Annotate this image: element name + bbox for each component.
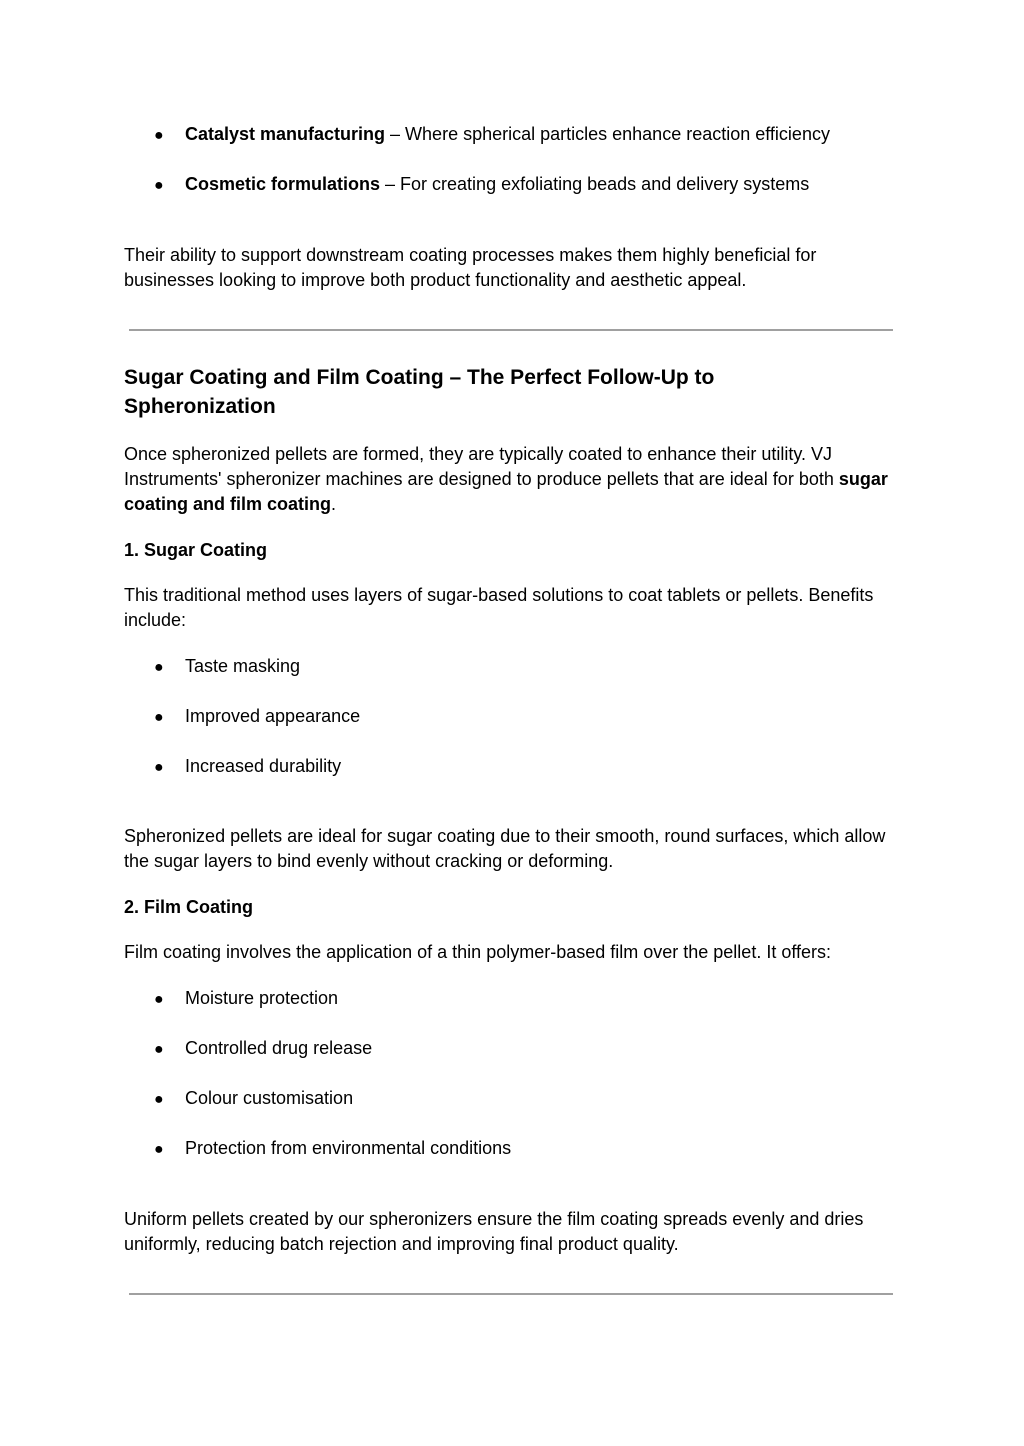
list-item-text: – Where spherical particles enhance reaction efficiency [385, 124, 830, 144]
list-item-text: Moisture protection [185, 988, 339, 1008]
section-heading [124, 363, 894, 421]
bullet-dot: ● [154, 1141, 164, 1158]
bullet-dot: ● [154, 659, 164, 676]
list-item-text: – For creating exfoliating beads and delivery systems [380, 174, 810, 194]
bullet-dot: ● [154, 709, 164, 726]
bullet-dot: ● [154, 759, 164, 776]
intro-paragraph: Their ability to support downstream coating processes makes them highly beneficial for businesses looking to improve both product functionality and aesthetic appeal. [124, 245, 817, 290]
sugar-coating-closing: Spheronized pellets are ideal for sugar coating due to their smooth, round surfaces, which allow the sugar layers to bind evenly without cracking or deforming. [124, 826, 886, 871]
section-paragraph-text: Once spheronized pellets are formed, they are typically coated to enhance their utility. VJ Instruments' spheronizer machines are designed to produce pellets that are ideal for both [124, 444, 839, 489]
list-item-text: Increased durability [185, 756, 342, 776]
divider [129, 329, 893, 331]
section-paragraph-bold: sugar coating and film coating [124, 469, 888, 514]
list-item-text: Colour customisation [185, 1088, 354, 1108]
list-item [154, 1036, 372, 1062]
section-paragraph-end: . [331, 494, 337, 514]
bullet-dot: ● [154, 177, 164, 194]
section-heading-line1: Sugar Coating and Film Coating – The Perfect Follow-Up to [124, 366, 715, 389]
list-item [154, 986, 338, 1012]
sugar-coating-intro: This traditional method uses layers of sugar-based solutions to coat tablets or pellets. Benefits include: [124, 585, 874, 630]
list-item [154, 172, 809, 198]
list-item [154, 1086, 353, 1112]
bullet-dot: ● [154, 991, 164, 1008]
list-item-text: Protection from environmental conditions [185, 1138, 512, 1158]
film-coating-closing: Uniform pellets created by our spheronizers ensure the film coating spreads evenly and dries uniformly, reducing batch rejection and improving final product quality. [124, 1209, 864, 1254]
bullet-dot: ● [154, 1091, 164, 1108]
section-heading-line2: Spheronization [124, 395, 276, 418]
sugar-coating-heading: 1. Sugar Coating [124, 540, 268, 560]
list-item-bold: Catalyst manufacturing [185, 124, 386, 144]
list-item [154, 122, 830, 148]
bullet-dot: ● [154, 1041, 164, 1058]
list-item-text: Taste masking [185, 656, 301, 676]
film-coating-heading: 2. Film Coating [124, 897, 254, 917]
divider [129, 1293, 893, 1295]
film-coating-intro: Film coating involves the application of a thin polymer-based film over the pellet. It offers: [124, 942, 832, 962]
list-item [154, 654, 300, 680]
list-item [154, 1136, 511, 1162]
list-item-text: Controlled drug release [185, 1038, 373, 1058]
list-item [154, 704, 360, 730]
list-item-bold: Cosmetic formulations [185, 174, 381, 194]
section-paragraph [124, 442, 894, 517]
bullet-dot: ● [154, 127, 164, 144]
list-item [154, 754, 341, 780]
list-item-text: Improved appearance [185, 706, 361, 726]
